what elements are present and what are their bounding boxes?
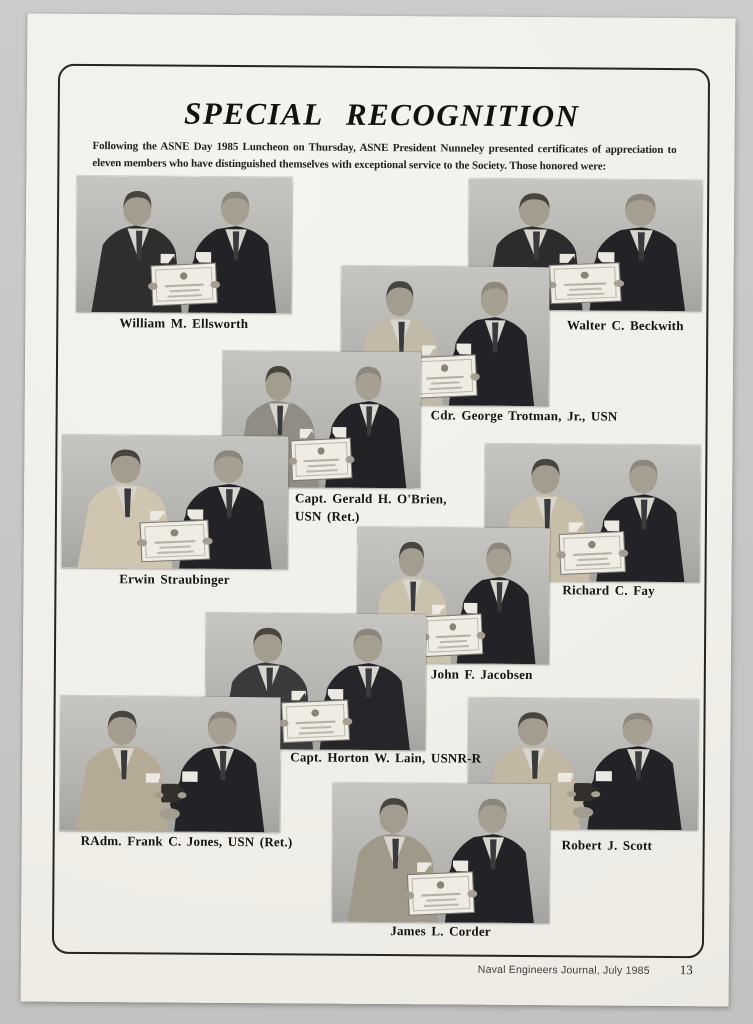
caption-william-ellsworth: William M. Ellsworth — [119, 315, 249, 332]
photo-james-corder — [332, 783, 550, 924]
caption-john-jacobsen: John F. Jacobsen — [430, 666, 533, 683]
caption-frank-jones: RAdm. Frank C. Jones, USN (Ret.) — [80, 832, 293, 850]
caption-james-corder: James L. Corder — [390, 923, 491, 939]
caption-walter-beckwith: Walter C. Beckwith — [566, 317, 684, 334]
caption-robert-scott: Robert J. Scott — [561, 837, 653, 853]
caption-horton-lain: Capt. Horton W. Lain, USNR-R — [290, 749, 482, 766]
award-photo-illustration — [62, 435, 289, 570]
award-photo-illustration — [76, 176, 292, 313]
scanned-page — [21, 14, 736, 1007]
caption-gerald-obrien: Capt. Gerald H. O'Brien, USN (Ret.) — [294, 490, 447, 524]
award-photo-illustration — [332, 783, 550, 924]
page-number: 13 — [679, 962, 693, 978]
photo-william-ellsworth — [76, 176, 292, 313]
caption-george-trotman: Cdr. George Trotman, Jr., USN — [430, 407, 618, 424]
award-photo-illustration — [60, 696, 281, 833]
photo-erwin-straubinger — [62, 435, 289, 570]
intro-paragraph: Following the ASNE Day 1985 Luncheon on Thursday, ASNE President Nunneley presented certificates of appreciation to eleven members who have distinguished themselves with exceptional service to the Society. Those honored were: — [92, 139, 677, 173]
journal-footer: Naval Engineers Journal, July 1985 — [477, 963, 650, 977]
page-title: SPECIAL RECOGNITION — [183, 95, 580, 134]
caption-richard-fay: Richard C. Fay — [562, 582, 655, 598]
caption-erwin-straubinger: Erwin Straubinger — [119, 571, 230, 587]
photo-frank-jones — [60, 696, 281, 833]
